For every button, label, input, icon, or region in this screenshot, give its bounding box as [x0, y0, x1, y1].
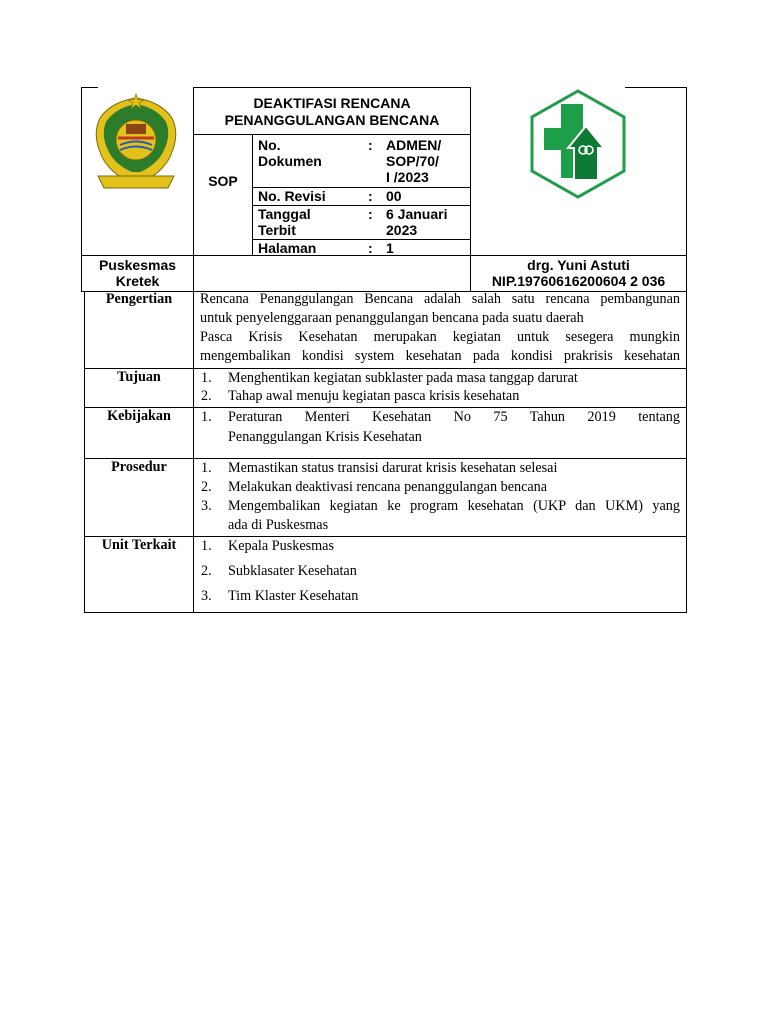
section-label-unit-terkait: Unit Terkait — [101, 537, 177, 553]
field-value: 00 — [386, 188, 402, 204]
signer-name: drg. Yuni Astuti — [527, 257, 630, 273]
field-colon: : — [368, 188, 373, 204]
list-text: Mengembalikan kegiatan ke program kesehatan (UKP dan UKM) yang — [228, 498, 680, 514]
section-label-tujuan: Tujuan — [117, 369, 161, 385]
list-number: 1. — [201, 460, 212, 476]
list-text-continued: ada di Puskesmas — [228, 517, 329, 533]
list-number: 3. — [201, 498, 212, 514]
puskesmas-logo — [528, 88, 628, 200]
field-value: 2023 — [386, 222, 418, 238]
section-label-pengertian: Pengertian — [105, 291, 173, 307]
list-text: Tim Klaster Kesehatan — [228, 588, 359, 604]
field-value: SOP/70/ — [386, 153, 439, 169]
field-value: 6 Januari — [386, 206, 448, 222]
signer-nip: NIP.19760616200604 2 036 — [491, 273, 666, 289]
field-value: ADMEN/ — [386, 137, 442, 153]
section-label-kebijakan: Kebijakan — [107, 408, 171, 424]
list-text-continued: Penanggulangan Krisis Kesehatan — [228, 429, 422, 445]
field-label: No. — [258, 137, 281, 153]
tujuan-list — [201, 369, 680, 407]
org-line-2: Kretek — [115, 273, 160, 289]
prosedur-list — [201, 459, 680, 535]
field-no-dokumen — [258, 137, 468, 187]
list-number: 1. — [201, 409, 212, 425]
organization-name — [82, 257, 193, 289]
field-colon: : — [368, 240, 373, 256]
list-text: Memastikan status transisi darurat krisis kesehatan selesai — [228, 460, 558, 476]
sop-label: SOP — [208, 173, 238, 189]
list-text: Kepala Puskesmas — [228, 538, 334, 554]
field-value: I /2023 — [386, 169, 429, 185]
field-label-2: Terbit — [258, 222, 296, 238]
list-number: 1. — [201, 370, 212, 386]
list-number: 3. — [201, 588, 212, 604]
pengertian-line: Rencana Penanggulangan Bencana adalah salah satu rencana pembangunan — [200, 291, 680, 307]
field-colon: : — [368, 206, 373, 222]
pengertian-line: mengembalikan kondisi system kesehatan pada kondisi prakrisis kesehatan — [200, 348, 680, 364]
list-number: 2. — [201, 479, 212, 495]
list-text: Subklasater Kesehatan — [228, 563, 357, 579]
bantul-crest-logo — [88, 90, 184, 194]
list-text: Peraturan Menteri Kesehatan No 75 Tahun 2019 tentang — [228, 409, 680, 425]
list-text: Menghentikan kegiatan subklaster pada masa tanggap darurat — [228, 370, 578, 386]
list-number: 2. — [201, 388, 212, 404]
field-value: 1 — [386, 240, 394, 256]
signer-block — [471, 257, 686, 289]
document-title — [194, 95, 470, 129]
field-colon: : — [368, 137, 373, 153]
kebijakan-list — [201, 408, 680, 454]
field-label: Tanggal — [258, 206, 311, 222]
title-line-2: PENANGGULANGAN BENCANA — [224, 112, 440, 128]
field-label: No. Revisi — [258, 188, 326, 204]
field-label: Halaman — [258, 240, 317, 256]
title-line-1: DEAKTIFASI RENCANA — [253, 95, 411, 111]
pengertian-text — [200, 290, 680, 366]
list-number: 2. — [201, 563, 212, 579]
list-text: Melakukan deaktivasi rencana penanggulangan bencana — [228, 479, 548, 495]
unit-terkait-list — [201, 537, 680, 611]
section-label-prosedur: Prosedur — [111, 459, 167, 475]
org-line-1: Puskesmas — [98, 257, 177, 273]
pengertian-line: Pasca Krisis Kesehatan merupakan kegiatan untuk sesegera mungkin — [200, 329, 680, 345]
field-label-2: Dokumen — [258, 153, 322, 169]
list-number: 1. — [201, 538, 212, 554]
list-text: Tahap awal menuju kegiatan pasca krisis kesehatan — [228, 388, 520, 404]
pengertian-line: untuk penyelenggaraan penanggulangan bencana pada suatu daerah — [200, 310, 584, 326]
